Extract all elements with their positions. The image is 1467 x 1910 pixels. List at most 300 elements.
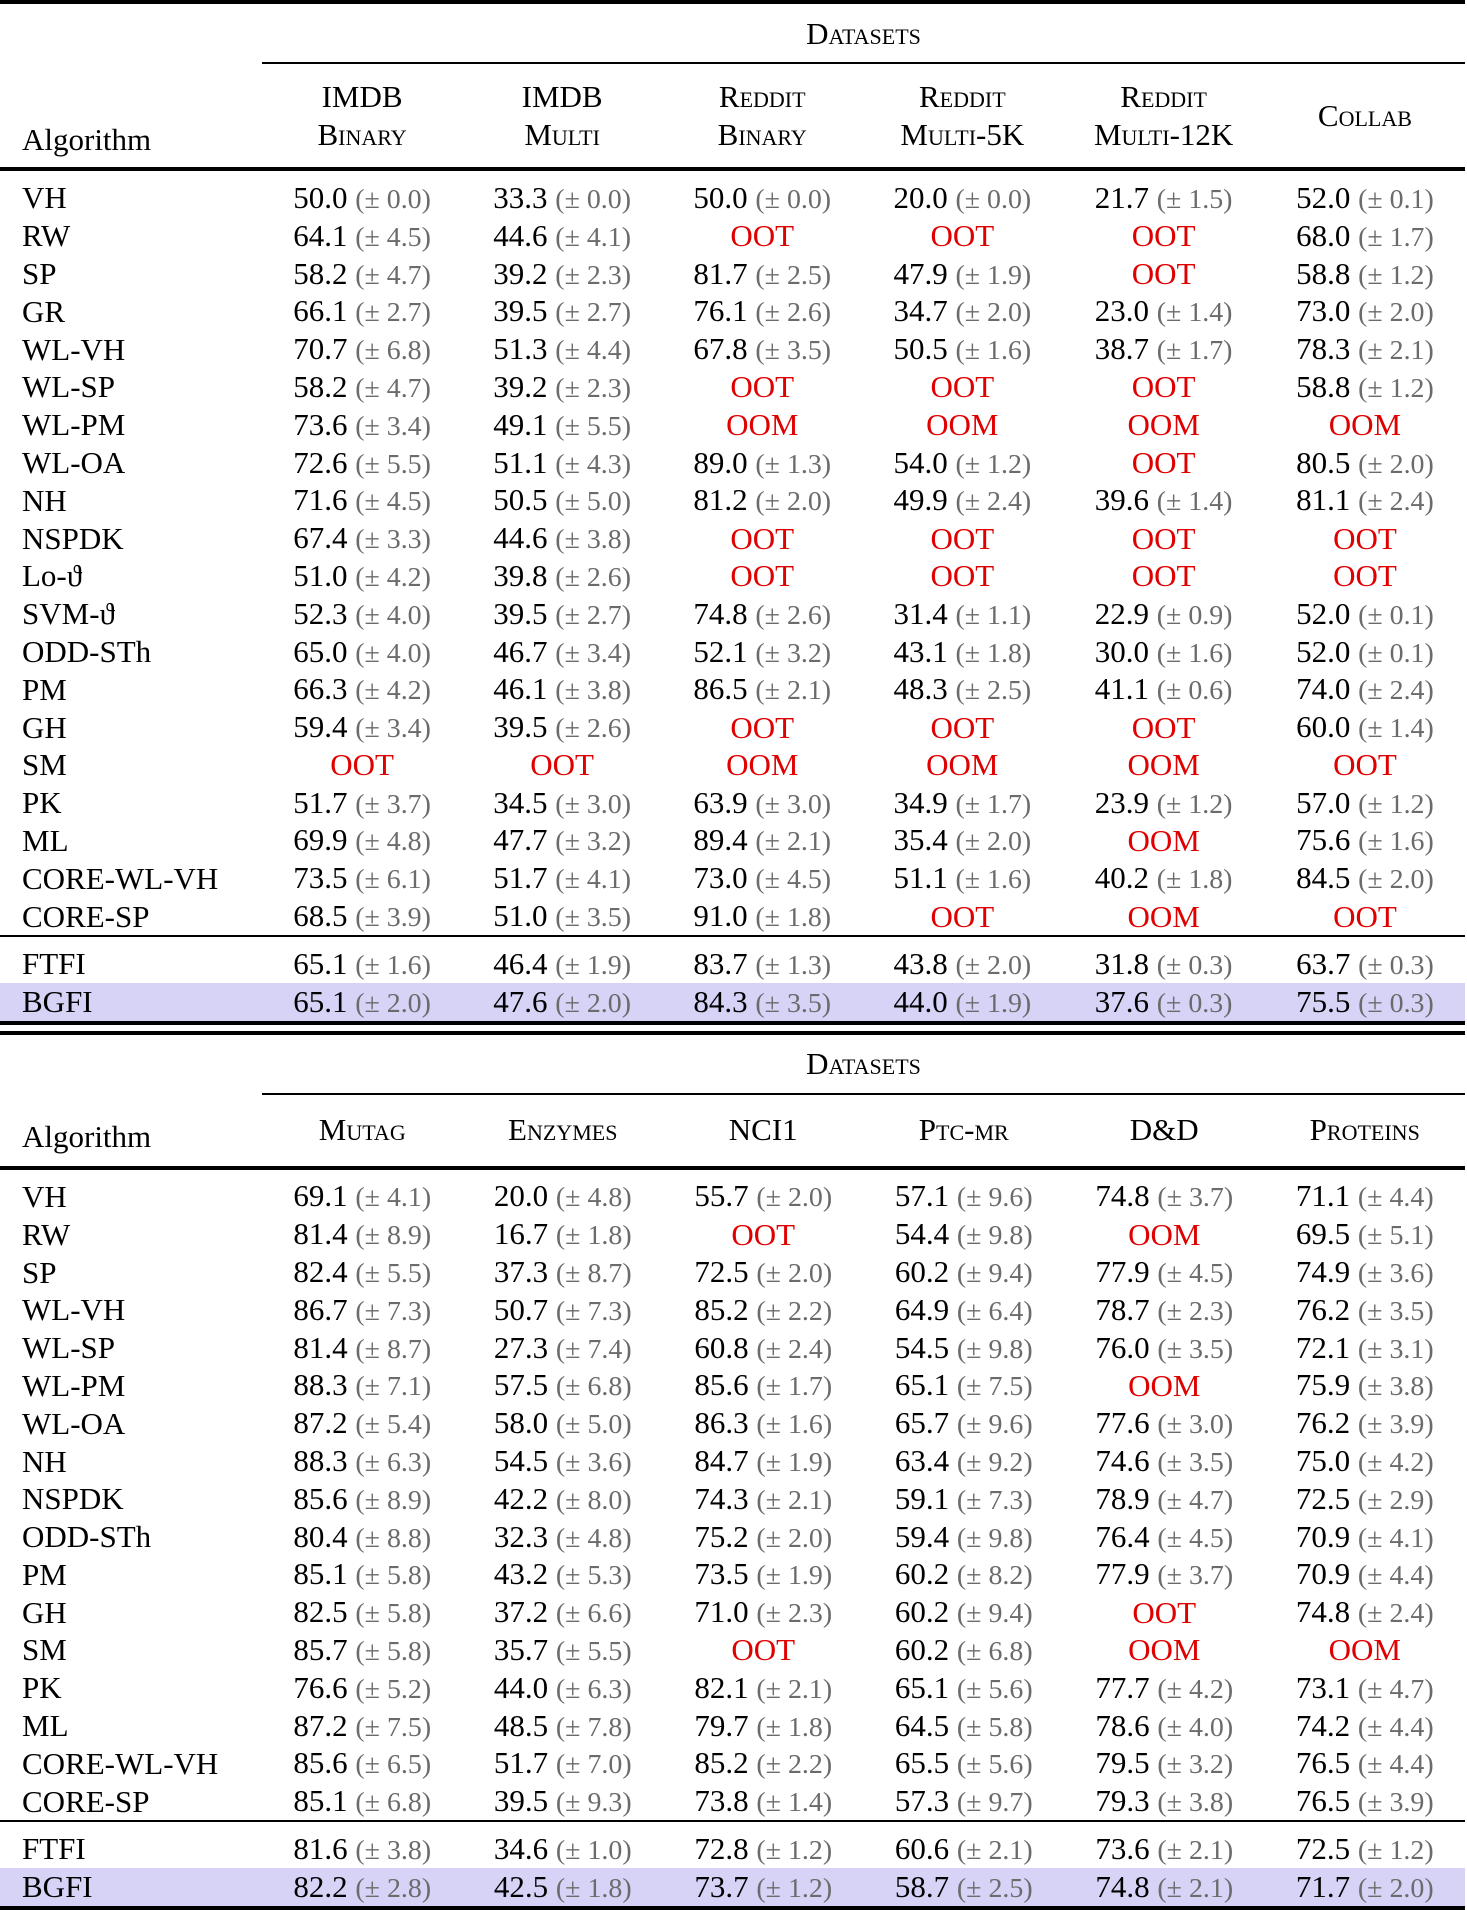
std-value: (± 1.6) bbox=[355, 949, 431, 981]
std-value: (± 5.1) bbox=[1357, 1220, 1434, 1252]
mean-value: 88.3 bbox=[293, 1367, 348, 1403]
table-row bbox=[0, 444, 1465, 482]
result-cell bbox=[663, 1291, 864, 1329]
result-cell bbox=[462, 822, 662, 860]
column-header bbox=[862, 63, 1062, 169]
mean-value: 72.5 bbox=[694, 1254, 749, 1290]
std-value: (± 2.6) bbox=[755, 599, 832, 631]
table-row bbox=[0, 746, 1465, 784]
result-cell bbox=[262, 1868, 463, 1908]
algorithm-name: PM bbox=[22, 671, 67, 707]
mean-value: 74.3 bbox=[694, 1480, 749, 1516]
mean-value: 47.6 bbox=[493, 983, 548, 1019]
result-cell bbox=[462, 519, 662, 557]
result-cell bbox=[1062, 897, 1264, 936]
result-cell bbox=[1064, 1821, 1265, 1868]
status-flag: OOT bbox=[730, 520, 795, 556]
std-value: (± 4.7) bbox=[1357, 1673, 1434, 1705]
result-cell bbox=[462, 557, 662, 595]
status-flag: OOT bbox=[1131, 255, 1196, 291]
result-cell bbox=[862, 784, 1062, 822]
result-cell bbox=[262, 897, 462, 936]
mean-value: 41.1 bbox=[1094, 671, 1149, 707]
result-cell bbox=[1064, 1215, 1265, 1253]
mean-value: 80.4 bbox=[293, 1518, 348, 1554]
column-header bbox=[462, 63, 662, 169]
mean-value: 21.7 bbox=[1094, 179, 1149, 215]
std-value: (± 7.1) bbox=[355, 1371, 432, 1403]
mean-value: 43.1 bbox=[893, 633, 948, 669]
result-cell bbox=[1265, 169, 1465, 217]
mean-value: 39.5 bbox=[493, 293, 548, 329]
mean-value: 51.3 bbox=[493, 331, 548, 367]
status-flag: OOM bbox=[1128, 1632, 1201, 1668]
status-flag: OOT bbox=[1132, 1594, 1197, 1630]
mean-value: 84.7 bbox=[694, 1443, 749, 1479]
column-header-line1: IMDB bbox=[521, 78, 603, 114]
mean-value: 69.9 bbox=[293, 822, 348, 858]
result-cell bbox=[462, 255, 662, 293]
result-cell bbox=[462, 169, 662, 217]
result-cell bbox=[1265, 330, 1465, 368]
mean-value: 58.0 bbox=[493, 1405, 549, 1441]
mean-value: 73.6 bbox=[1095, 1831, 1150, 1867]
std-value: (± 1.2) bbox=[756, 1835, 833, 1867]
std-value: (± 2.0) bbox=[1358, 864, 1434, 896]
std-value: (± 1.4) bbox=[1156, 297, 1233, 329]
result-cell bbox=[1064, 1707, 1265, 1745]
std-value: (± 1.2) bbox=[1358, 259, 1434, 291]
std-value: (± 6.8) bbox=[956, 1636, 1033, 1668]
column-header bbox=[1062, 63, 1264, 169]
mean-value: 65.1 bbox=[293, 983, 348, 1019]
result-cell bbox=[1064, 1367, 1265, 1405]
table-row bbox=[0, 1556, 1465, 1594]
mean-value: 23.0 bbox=[1094, 293, 1149, 329]
result-cell bbox=[864, 1782, 1065, 1821]
table-row bbox=[0, 330, 1465, 368]
result-cell bbox=[1265, 1556, 1466, 1594]
result-cell bbox=[862, 708, 1062, 746]
mean-value: 54.5 bbox=[493, 1443, 549, 1479]
std-value: (± 4.1) bbox=[555, 864, 631, 896]
std-value: (± 1.3) bbox=[755, 949, 832, 981]
result-cell bbox=[463, 1782, 664, 1821]
std-value: (± 1.4) bbox=[1358, 713, 1434, 745]
table-row bbox=[0, 1367, 1465, 1405]
std-value: (± 4.4) bbox=[555, 335, 631, 367]
mean-value: 16.7 bbox=[493, 1216, 549, 1252]
algorithm-name: RW bbox=[22, 218, 71, 254]
result-cell bbox=[1062, 444, 1264, 482]
mean-value: 50.0 bbox=[293, 179, 348, 215]
result-cell bbox=[262, 169, 462, 217]
mean-value: 74.8 bbox=[1095, 1178, 1150, 1214]
algorithm-name: PK bbox=[22, 785, 62, 821]
std-value: (± 2.4) bbox=[955, 486, 1032, 518]
algorithm-name: Lo-ϑ bbox=[22, 558, 83, 594]
mean-value: 72.5 bbox=[1295, 1831, 1351, 1867]
result-cell bbox=[1062, 708, 1264, 746]
result-cell bbox=[1265, 1253, 1466, 1291]
mean-value: 86.7 bbox=[293, 1291, 348, 1327]
bottom-rule bbox=[0, 1023, 1465, 1025]
std-value: (± 1.8) bbox=[555, 1872, 632, 1904]
result-cell bbox=[662, 169, 862, 217]
result-cell bbox=[864, 1821, 1065, 1868]
mean-value: 55.7 bbox=[694, 1178, 749, 1214]
mean-value: 81.1 bbox=[1296, 482, 1351, 518]
algorithm-name: NSPDK bbox=[22, 1481, 124, 1517]
result-cell bbox=[864, 1168, 1065, 1216]
result-cell bbox=[663, 1593, 864, 1631]
status-flag: OOT bbox=[930, 520, 995, 556]
mean-value: 66.3 bbox=[293, 671, 348, 707]
std-value: (± 3.9) bbox=[1357, 1409, 1434, 1441]
result-cell bbox=[463, 1593, 664, 1631]
column-header bbox=[1265, 63, 1465, 169]
result-cell bbox=[662, 292, 862, 330]
column-header-line1: D&D bbox=[1129, 1112, 1199, 1148]
mean-value: 27.3 bbox=[493, 1329, 549, 1365]
mean-value: 75.9 bbox=[1295, 1367, 1351, 1403]
result-cell bbox=[663, 1404, 864, 1442]
result-cell bbox=[462, 897, 662, 936]
column-header-line1: Ptc-mr bbox=[918, 1112, 1009, 1148]
result-cell bbox=[663, 1821, 864, 1868]
mean-value: 34.9 bbox=[893, 784, 948, 820]
mean-value: 31.8 bbox=[1094, 945, 1149, 981]
std-value: (± 3.5) bbox=[1357, 1295, 1434, 1327]
column-header-line2: Multi-5K bbox=[900, 116, 1025, 152]
mean-value: 64.9 bbox=[894, 1291, 950, 1327]
std-value: (± 3.4) bbox=[355, 410, 431, 442]
algorithm-name: WL-OA bbox=[22, 444, 126, 480]
mean-value: 33.3 bbox=[493, 179, 548, 215]
result-cell bbox=[262, 519, 462, 557]
result-cell bbox=[862, 330, 1062, 368]
mean-value: 42.5 bbox=[493, 1868, 549, 1904]
mean-value: 89.0 bbox=[693, 444, 748, 480]
result-cell bbox=[862, 292, 1062, 330]
result-cell bbox=[1062, 784, 1264, 822]
result-cell bbox=[1265, 708, 1465, 746]
status-flag: OOT bbox=[330, 747, 394, 783]
algorithm-name: FTFI bbox=[0, 1821, 262, 1868]
result-cell bbox=[1064, 1442, 1265, 1480]
std-value: (± 8.7) bbox=[355, 1333, 432, 1365]
result-cell bbox=[864, 1593, 1065, 1631]
status-flag: OOT bbox=[730, 369, 795, 405]
mean-value: 74.9 bbox=[1295, 1254, 1351, 1290]
std-value: (± 7.0) bbox=[555, 1749, 632, 1781]
result-cell bbox=[462, 595, 662, 633]
std-value: (± 3.0) bbox=[555, 788, 631, 820]
result-cell bbox=[262, 1329, 463, 1367]
status-flag: OOT bbox=[1333, 520, 1397, 556]
result-cell bbox=[262, 1631, 463, 1669]
std-value: (± 4.2) bbox=[1157, 1673, 1234, 1705]
result-cell bbox=[1062, 330, 1264, 368]
column-header bbox=[262, 1094, 463, 1168]
result-cell bbox=[1265, 1821, 1466, 1868]
std-value: (± 3.7) bbox=[1157, 1560, 1234, 1592]
std-value: (± 2.6) bbox=[555, 561, 631, 593]
mean-value: 72.1 bbox=[1295, 1329, 1351, 1365]
result-cell bbox=[862, 481, 1062, 519]
std-value: (± 1.7) bbox=[1358, 221, 1434, 253]
table-row bbox=[0, 859, 1465, 897]
group-header: Datasets bbox=[806, 1046, 921, 1082]
status-flag: OOT bbox=[1131, 444, 1196, 480]
status-flag: OOM bbox=[1128, 1216, 1201, 1252]
result-cell bbox=[1064, 1518, 1265, 1556]
mean-value: 70.9 bbox=[1295, 1556, 1351, 1592]
std-value: (± 0.3) bbox=[1358, 949, 1434, 981]
mean-value: 64.1 bbox=[293, 217, 348, 253]
std-value: (± 1.6) bbox=[955, 335, 1032, 367]
result-cell bbox=[262, 1821, 463, 1868]
table-row bbox=[0, 983, 1465, 1023]
table-row bbox=[0, 936, 1465, 983]
status-flag: OOT bbox=[1333, 558, 1397, 594]
result-cell bbox=[662, 897, 862, 936]
result-cell bbox=[862, 633, 1062, 671]
result-cell bbox=[1265, 481, 1465, 519]
table-row bbox=[0, 708, 1465, 746]
std-value: (± 2.5) bbox=[755, 259, 832, 291]
result-cell bbox=[1265, 983, 1465, 1023]
mean-value: 32.3 bbox=[493, 1518, 549, 1554]
status-flag: OOM bbox=[726, 407, 799, 443]
std-value: (± 4.8) bbox=[555, 1182, 632, 1214]
result-cell bbox=[1064, 1669, 1265, 1707]
result-cell bbox=[463, 1367, 664, 1405]
std-value: (± 9.7) bbox=[956, 1787, 1033, 1819]
std-value: (± 4.5) bbox=[1157, 1522, 1234, 1554]
mean-value: 73.0 bbox=[1296, 293, 1351, 329]
result-cell bbox=[1062, 983, 1264, 1023]
mean-value: 49.9 bbox=[893, 482, 948, 518]
std-value: (± 3.8) bbox=[355, 1835, 432, 1867]
std-value: (± 1.5) bbox=[1156, 183, 1233, 215]
result-cell bbox=[262, 1442, 463, 1480]
std-value: (± 6.5) bbox=[355, 1749, 432, 1781]
status-flag: OOT bbox=[530, 747, 594, 783]
result-cell bbox=[1265, 1631, 1466, 1669]
column-header bbox=[463, 1094, 664, 1168]
std-value: (± 3.8) bbox=[555, 675, 631, 707]
mean-value: 67.4 bbox=[293, 520, 348, 556]
std-value: (± 9.8) bbox=[956, 1220, 1033, 1252]
mean-value: 63.7 bbox=[1296, 945, 1351, 981]
column-header-line2: Binary bbox=[317, 116, 407, 152]
std-value: (± 5.8) bbox=[355, 1636, 432, 1668]
mean-value: 87.2 bbox=[293, 1707, 348, 1743]
mean-value: 59.4 bbox=[293, 709, 348, 745]
mean-value: 51.7 bbox=[493, 1745, 549, 1781]
result-cell bbox=[462, 983, 662, 1023]
result-cell bbox=[862, 822, 1062, 860]
column-header-line2: Binary bbox=[717, 116, 807, 152]
table-row bbox=[0, 368, 1465, 406]
result-cell bbox=[1064, 1782, 1265, 1821]
result-cell bbox=[462, 859, 662, 897]
result-cell bbox=[662, 983, 862, 1023]
result-cell bbox=[663, 1669, 864, 1707]
table-row bbox=[0, 1329, 1465, 1367]
std-value: (± 4.1) bbox=[355, 1182, 432, 1214]
table-row bbox=[0, 897, 1465, 936]
table-row bbox=[0, 1669, 1465, 1707]
mean-value: 37.6 bbox=[1094, 983, 1149, 1019]
result-cell bbox=[864, 1253, 1065, 1291]
status-flag: OOT bbox=[1333, 898, 1397, 934]
result-cell bbox=[1062, 292, 1264, 330]
std-value: (± 4.4) bbox=[1357, 1560, 1434, 1592]
result-cell bbox=[862, 444, 1062, 482]
std-value: (± 7.5) bbox=[956, 1371, 1033, 1403]
std-value: (± 5.8) bbox=[355, 1560, 432, 1592]
result-cell bbox=[462, 784, 662, 822]
result-cell bbox=[463, 1821, 664, 1868]
column-header-line1: Reddit bbox=[919, 78, 1006, 114]
table-row bbox=[0, 1442, 1465, 1480]
algorithm-name: WL-VH bbox=[22, 1292, 126, 1328]
status-flag: OOT bbox=[1131, 520, 1196, 556]
std-value: (± 2.0) bbox=[1358, 297, 1434, 329]
mean-value: 78.6 bbox=[1095, 1707, 1150, 1743]
mean-value: 82.1 bbox=[694, 1669, 749, 1705]
result-cell bbox=[1265, 859, 1465, 897]
mean-value: 71.6 bbox=[293, 482, 348, 518]
results-table-bio bbox=[0, 1031, 1467, 1910]
mean-value: 39.2 bbox=[493, 368, 548, 404]
std-value: (± 6.4) bbox=[956, 1295, 1033, 1327]
mean-value: 60.8 bbox=[694, 1329, 749, 1365]
algorithm-name: SM bbox=[22, 1632, 67, 1668]
mean-value: 81.4 bbox=[293, 1216, 348, 1252]
table-row bbox=[0, 595, 1465, 633]
result-cell bbox=[862, 255, 1062, 293]
table-row bbox=[0, 1631, 1465, 1669]
result-cell bbox=[662, 633, 862, 671]
algorithm-name: GR bbox=[22, 293, 66, 329]
result-cell bbox=[262, 217, 462, 255]
std-value: (± 2.1) bbox=[1157, 1835, 1234, 1867]
std-value: (± 6.1) bbox=[355, 864, 431, 896]
result-cell bbox=[1265, 784, 1465, 822]
std-value: (± 1.8) bbox=[755, 902, 832, 934]
result-cell bbox=[862, 746, 1062, 784]
result-cell bbox=[463, 1404, 664, 1442]
std-value: (± 7.3) bbox=[555, 1295, 632, 1327]
mean-value: 78.3 bbox=[1296, 331, 1351, 367]
mean-value: 57.3 bbox=[894, 1783, 950, 1819]
result-cell bbox=[462, 444, 662, 482]
mean-value: 74.2 bbox=[1295, 1707, 1351, 1743]
result-cell bbox=[462, 936, 662, 983]
result-cell bbox=[262, 1168, 463, 1216]
status-flag: OOM bbox=[926, 407, 999, 443]
result-cell bbox=[462, 746, 662, 784]
mean-value: 84.5 bbox=[1296, 860, 1351, 896]
result-cell bbox=[1265, 444, 1465, 482]
std-value: (± 1.8) bbox=[955, 637, 1032, 669]
std-value: (± 2.6) bbox=[755, 297, 832, 329]
std-value: (± 9.6) bbox=[956, 1182, 1033, 1214]
result-cell bbox=[663, 1868, 864, 1908]
std-value: (± 1.6) bbox=[1358, 826, 1434, 858]
result-cell bbox=[463, 1744, 664, 1782]
result-cell bbox=[862, 519, 1062, 557]
algorithm-name: CORE-WL-VH bbox=[22, 860, 219, 896]
column-header-line1: Reddit bbox=[1120, 78, 1207, 114]
algorithm-name: WL-SP bbox=[22, 369, 115, 405]
result-cell bbox=[463, 1291, 664, 1329]
algorithm-name: ODD-STh bbox=[22, 1519, 152, 1555]
result-cell bbox=[862, 983, 1062, 1023]
result-cell bbox=[864, 1442, 1065, 1480]
result-cell bbox=[663, 1782, 864, 1821]
result-cell bbox=[1062, 519, 1264, 557]
table-row bbox=[0, 255, 1465, 293]
std-value: (± 2.0) bbox=[755, 486, 832, 518]
std-value: (± 2.0) bbox=[1358, 448, 1434, 480]
group-header-row bbox=[0, 1033, 1465, 1094]
mean-value: 34.6 bbox=[493, 1831, 549, 1867]
mean-value: 37.2 bbox=[493, 1594, 549, 1630]
table-row bbox=[0, 1168, 1465, 1216]
mean-value: 34.5 bbox=[493, 784, 548, 820]
algorithm-name: NH bbox=[22, 1443, 67, 1479]
mean-value: 76.5 bbox=[1295, 1783, 1351, 1819]
status-flag: OOT bbox=[730, 709, 795, 745]
result-cell bbox=[1062, 169, 1264, 217]
column-header-line1: Proteins bbox=[1309, 1112, 1420, 1148]
mean-value: 60.6 bbox=[894, 1831, 950, 1867]
result-cell bbox=[262, 330, 462, 368]
result-cell bbox=[864, 1480, 1065, 1518]
std-value: (± 4.0) bbox=[355, 599, 431, 631]
mean-value: 54.0 bbox=[893, 444, 948, 480]
result-cell bbox=[862, 406, 1062, 444]
std-value: (± 5.2) bbox=[355, 1673, 432, 1705]
mean-value: 57.5 bbox=[493, 1367, 549, 1403]
result-cell bbox=[663, 1480, 864, 1518]
std-value: (± 9.6) bbox=[956, 1409, 1033, 1441]
std-value: (± 0.6) bbox=[1156, 675, 1233, 707]
std-value: (± 2.1) bbox=[1358, 335, 1434, 367]
mean-value: 65.7 bbox=[894, 1405, 950, 1441]
mean-value: 66.1 bbox=[293, 293, 348, 329]
algorithm-name: PK bbox=[22, 1670, 62, 1706]
mean-value: 59.4 bbox=[894, 1518, 950, 1554]
std-value: (± 9.2) bbox=[956, 1447, 1033, 1479]
result-cell bbox=[862, 897, 1062, 936]
result-cell bbox=[262, 595, 462, 633]
std-value: (± 2.1) bbox=[1157, 1872, 1234, 1904]
std-value: (± 3.7) bbox=[1157, 1182, 1234, 1214]
std-value: (± 1.8) bbox=[1156, 864, 1233, 896]
result-cell bbox=[1265, 1480, 1466, 1518]
mean-value: 39.2 bbox=[493, 255, 548, 291]
status-flag: OOT bbox=[731, 1216, 796, 1252]
mean-value: 51.1 bbox=[893, 860, 948, 896]
status-flag: OOM bbox=[1328, 407, 1402, 443]
std-value: (± 0.0) bbox=[355, 183, 431, 215]
result-cell bbox=[1265, 1215, 1466, 1253]
